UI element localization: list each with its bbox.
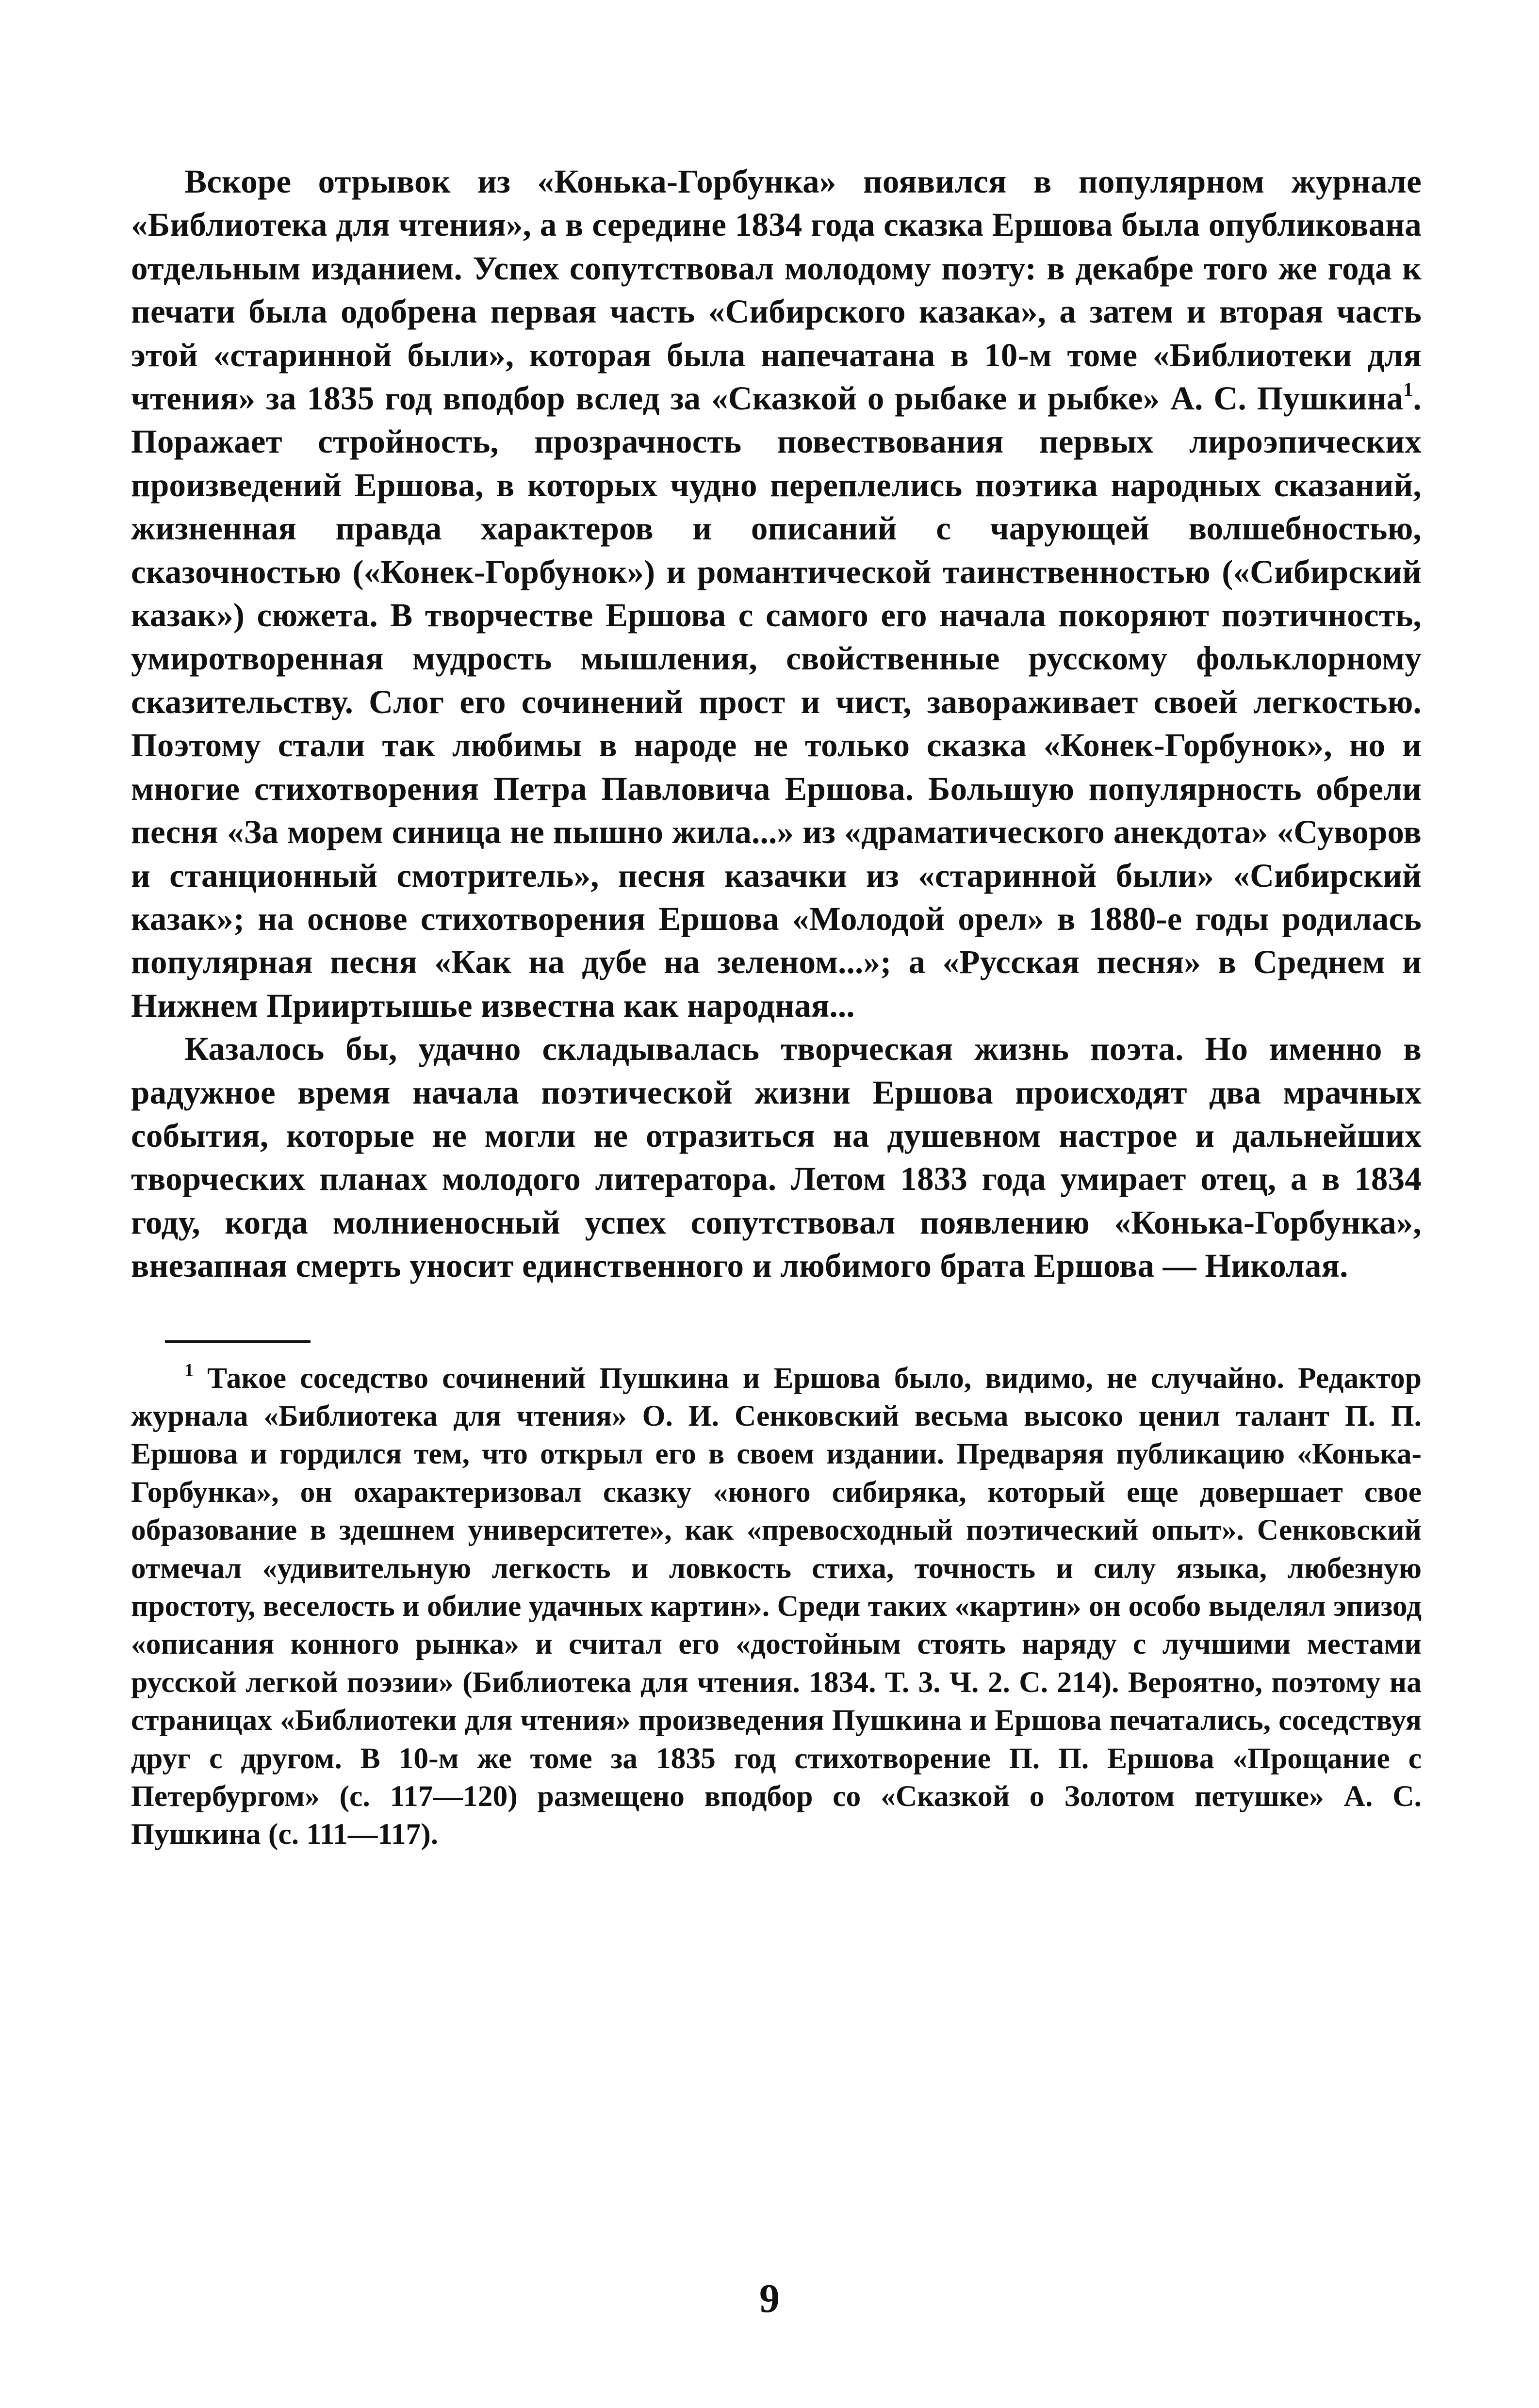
- footnote-text: Такое соседство сочинений Пушкина и Ершова было, видимо, не случайно. Редактор журнала «Библиотека для чтения» О. И. Сенковский весьма высоко ценил талант П. П. Ершова и гордился тем, что открыл его в своем издании. Предваряя публикацию «Конька-Горбунка», он охарактеризовал сказку «юного сибиряка, который еще довершает свое образование в здешнем университете», как «превосходный поэтический опыт». Сенковский отмечал «удивительную легкость и ловкость стиха, точность и силу языка, любезную простоту, веселость и обилие удачных картин». Среди таких «картин» он особо выделял эпизод «описания конного рынка» и считал его «достойным стоять наряду с лучшими местами русской легкой поэзии» (Библиотека для чтения. 1834. Т. 3. Ч. 2. С. 214). Вероятно, поэтому на страницах «Библиотеки для чтения» произведения Пушкина и Ершова печатались, соседствуя друг с другом. В 10-м же томе за 1835 год стихотворение П. П. Ершова «Прощание с Петербургом» (с. 117—120) размещено вподбор со «Сказкой о Золотом петушке» А. С. Пушкина (с. 111—117).: [131, 1361, 1422, 1851]
- paragraph-1-text: Вскоре отрывок из «Конька-Горбунка» появился в популярном журнале «Библиотека для чтения», а в середине 1834 года сказка Ершова была опубликована отдельным изданием. Успех сопутствовал молодому поэту: в декабре того же года к печати была одобрена первая часть «Сибирского казака», а затем и вторая часть этой «старинной были», которая была напечатана в 10-м томе «Библиотеки для чтения» за 1835 год вподбор вслед за «Сказкой о рыбаке и рыбке» А. С. Пушкина: [131, 163, 1422, 417]
- page-number: 9: [759, 2276, 780, 2321]
- footnote: [131, 1359, 1422, 1854]
- paragraph-1: [131, 160, 1422, 1027]
- book-page: [131, 160, 1422, 1854]
- footnote-divider: [165, 1340, 311, 1343]
- main-text: [131, 160, 1422, 1288]
- footnote-mark: 1: [184, 1360, 194, 1381]
- paragraph-1-continuation: . Поражает стройность, прозрачность повествования первых лироэпических произведений Ершова, в которых чудно переплелись поэтика народных сказаний, жизненная правда характеров и описаний с чарующей волшебностью, сказочностью («Конек-Горбунок») и романтической таинственностью («Сибирский казак») сюжета. В творчестве Ершова с самого его начала покоряют поэтичность, умиротворенная мудрость мышления, свойственные русскому фольклорному сказительству. Слог его сочинений прост и чист, завораживает своей легкостью. Поэтому стали так любимы в народе не только сказка «Конек-Горбунок», но и многие стихотворения Петра Павловича Ершова. Большую популярность обрели песня «За морем синица не пышно жила...» из «драматического анекдота» «Суворов и станционный смотритель», песня казачки из «старинной были» «Сибирский казак»; на основе стихотворения Ершова «Молодой орел» в 1880-е годы родилась популярная песня «Как на дубе на зеленом...»; а «Русская песня» в Среднем и Нижнем Прииртышье известна как народная...: [131, 380, 1422, 1024]
- paragraph-2: Казалось бы, удачно складывалась творческая жизнь поэта. Но именно в радужное время начала поэтической жизни Ершова происходят два мрачных события, которые не могли не отразиться на душевном настрое и дальнейших творческих планах молодого литератора. Летом 1833 года умирает отец, а в 1834 году, когда молниеносный успех сопутствовал появлению «Конька-Горбунка», внезапная смерть уносит единственного и любимого брата Ершова — Николая.: [131, 1030, 1422, 1285]
- footnote-reference: 1: [1403, 378, 1413, 401]
